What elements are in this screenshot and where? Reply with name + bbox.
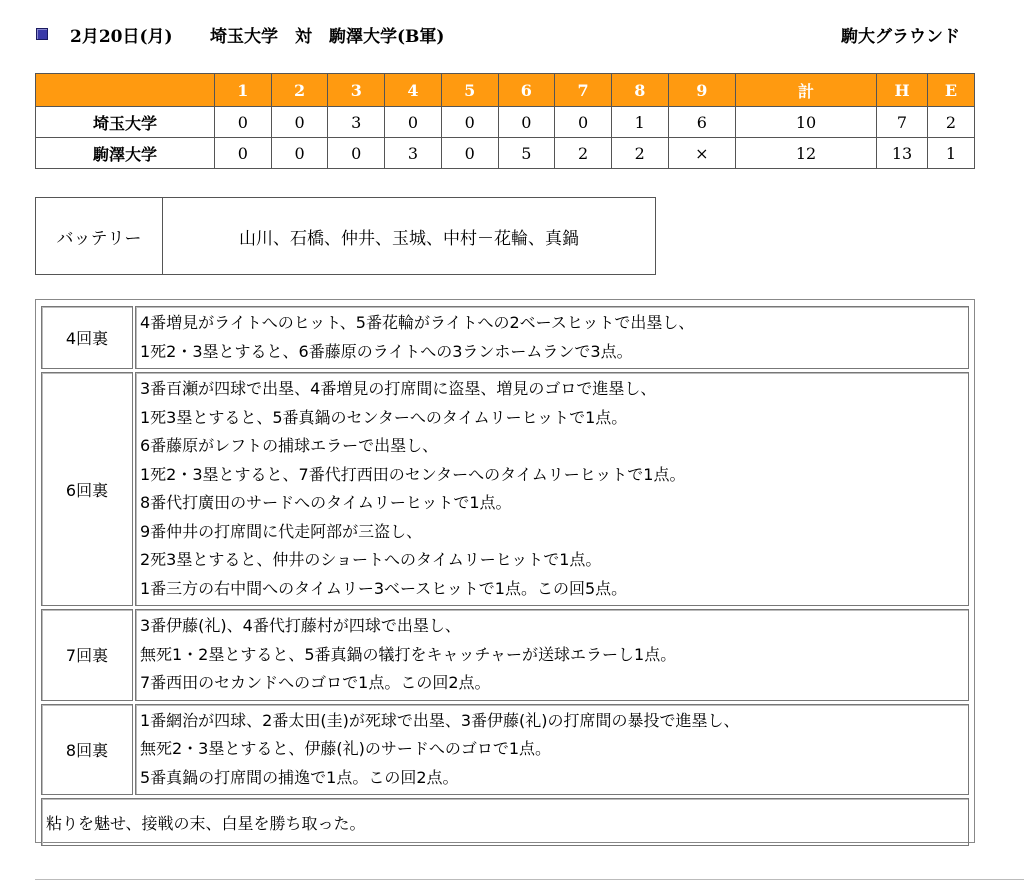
- total-cell: 12: [736, 138, 877, 169]
- hits-cell: 13: [877, 138, 928, 169]
- inning-header: 4: [385, 74, 442, 107]
- play-line: 7番西田のセカンドへのゴロで1点。この回2点。: [140, 673, 491, 692]
- inning-row: [41, 609, 969, 701]
- venue: 駒大グラウンド: [841, 27, 960, 47]
- play-line: 8番代打廣田のサードへのタイムリーヒットで1点。: [140, 493, 512, 512]
- score-cell: 0: [385, 107, 442, 138]
- battery-players: 山川、石橋、仲井、玉城、中村－花輪、真鍋: [163, 198, 656, 275]
- inning-label: 6回裏: [41, 372, 133, 606]
- score-cell: 3: [328, 107, 385, 138]
- play-line: 9番仲井の打席間に代走阿部が三盗し、: [140, 521, 423, 541]
- battery-table: [35, 197, 656, 275]
- play-line: 1死2・3塁とすると、7番代打西田のセンターへのタイムリーヒットで1点。: [140, 464, 686, 484]
- score-cell: 0: [271, 107, 328, 138]
- play-by-play-box: [35, 299, 975, 843]
- game-date: 2月20日(月): [70, 27, 173, 47]
- score-cell: 0: [328, 138, 385, 169]
- play-by-play-table: [39, 303, 971, 849]
- inning-header: 8: [611, 74, 668, 107]
- inning-label: 7回裏: [41, 609, 133, 701]
- score-cell: 3: [385, 138, 442, 169]
- scoreboard-row: [36, 107, 975, 138]
- play-line: 1死3塁とすると、5番真鍋のセンターへのタイムリーヒットで1点。: [140, 407, 628, 427]
- inning-row: [41, 704, 969, 796]
- play-line: 無死2・3塁とすると、伊藤(礼)のサードへのゴロで1点。: [140, 739, 552, 758]
- score-cell: 0: [215, 138, 272, 169]
- score-cell: 2: [611, 138, 668, 169]
- inning-label: 8回裏: [41, 704, 133, 796]
- inning-header: 6: [498, 74, 555, 107]
- total-header: 計: [736, 74, 877, 107]
- hits-cell: 7: [877, 107, 928, 138]
- inning-header: 9: [668, 74, 735, 107]
- score-cell: 0: [215, 107, 272, 138]
- score-cell: 5: [498, 138, 555, 169]
- play-line: 2死3塁とすると、仲井のショートへのタイムリーヒットで1点。: [140, 550, 602, 569]
- inning-header: 5: [441, 74, 498, 107]
- inning-label: 4回裏: [41, 306, 133, 369]
- inning-header: 1: [215, 74, 272, 107]
- score-cell: 0: [441, 107, 498, 138]
- total-cell: 10: [736, 107, 877, 138]
- score-cell: 6: [668, 107, 735, 138]
- score-cell: 0: [555, 107, 612, 138]
- score-cell: 1: [611, 107, 668, 138]
- score-cell: 0: [498, 107, 555, 138]
- score-cell: ×: [668, 138, 735, 169]
- play-line: 1死2・3塁とすると、6番藤原のライトへの3ランホームランで3点。: [140, 341, 633, 361]
- errors-cell: 1: [928, 138, 975, 169]
- inning-description: [135, 372, 969, 606]
- inning-description: [135, 609, 969, 701]
- score-cell: 0: [441, 138, 498, 169]
- bullet-square-icon: [36, 28, 48, 40]
- play-line: 3番百瀬が四球で出塁、4番増見の打席間に盗塁、増見のゴロで進塁し、: [140, 379, 657, 398]
- game-summary: 粘りを魅せ、接戦の末、白星を勝ち取った。: [41, 798, 969, 846]
- hits-header: H: [877, 74, 928, 107]
- play-line: 5番真鍋の打席間の捕逸で1点。この回2点。: [140, 767, 459, 787]
- inning-description: [135, 704, 969, 796]
- game-header: [36, 22, 966, 46]
- inning-header: 7: [555, 74, 612, 107]
- score-cell: 0: [271, 138, 328, 169]
- team-name: 埼玉大学: [36, 107, 215, 138]
- score-cell: 2: [555, 138, 612, 169]
- errors-header: E: [928, 74, 975, 107]
- errors-cell: 2: [928, 107, 975, 138]
- matchup-title: 埼玉大学 対 駒澤大学(B軍): [210, 27, 445, 47]
- inning-description: [135, 306, 969, 369]
- inning-header: 2: [271, 74, 328, 107]
- inning-row: [41, 306, 969, 369]
- play-line: 無死1・2塁とすると、5番真鍋の犠打をキャッチャーが送球エラーし1点。: [140, 644, 677, 664]
- scoreboard-table: [35, 73, 975, 169]
- play-line: 6番藤原がレフトの捕球エラーで出塁し、: [140, 436, 439, 455]
- scoreboard-row: [36, 138, 975, 169]
- bottom-divider: [35, 879, 1024, 880]
- team-name: 駒澤大学: [36, 138, 215, 169]
- inning-header: 3: [328, 74, 385, 107]
- play-line: 3番伊藤(礼)、4番代打藤村が四球で出塁し、: [140, 616, 461, 635]
- play-line: 4番増見がライトへのヒット、5番花輪がライトへの2ベースヒットで出塁し、: [140, 313, 695, 332]
- battery-label: バッテリー: [36, 198, 163, 275]
- play-line: 1番網治が四球、2番太田(圭)が死球で出塁、3番伊藤(礼)の打席間の暴投で進塁し、: [140, 710, 740, 730]
- scoreboard-corner: [36, 74, 215, 107]
- summary-row: [41, 798, 969, 846]
- inning-row: [41, 372, 969, 606]
- play-line: 1番三方の右中間へのタイムリー3ベースヒットで1点。この回5点。: [140, 578, 628, 598]
- scoreboard-header-row: [36, 74, 975, 107]
